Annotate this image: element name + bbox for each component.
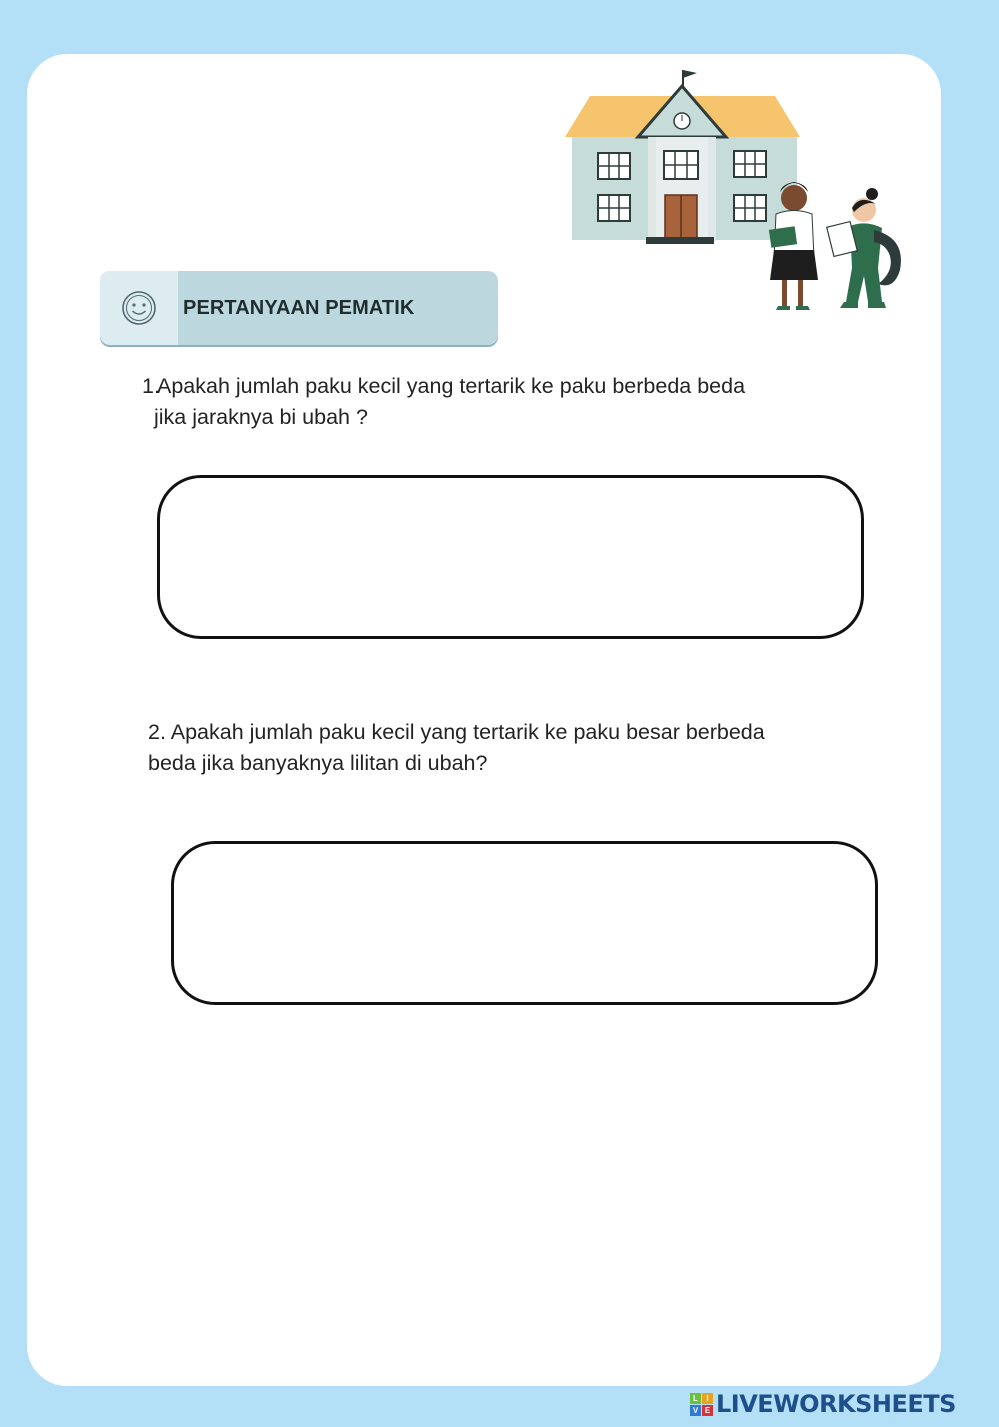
question-text-line: jika jaraknya bi ubah ? [154,405,368,429]
logo-letter: I [702,1393,713,1404]
liveworksheets-logo-icon [690,1393,713,1416]
question-1 [142,371,862,433]
question-text-line: Apakah jumlah paku kecil yang tertarik ke paku berbeda beda [157,374,746,398]
logo-letter: L [690,1393,701,1404]
answer-box-2[interactable] [171,841,878,1005]
header-icon-cell [100,271,178,345]
logo-letter: E [702,1405,713,1416]
question-2 [148,717,888,779]
brand-name: LIVEWORKSHEETS [716,1390,956,1418]
question-text-line: beda jika banyaknya lilitan di ubah? [148,751,488,775]
logo-letter: V [690,1405,701,1416]
question-number: 1. [142,374,160,398]
liveworksheets-brand[interactable] [690,1389,956,1419]
question-text-line: Apakah jumlah paku kecil yang tertarik ke paku besar berbeda [170,720,765,744]
question-number: 2. [148,720,166,744]
smiley-face-icon [121,290,157,326]
section-title: PERTANYAAN PEMATIK [183,297,415,319]
section-header [100,271,498,345]
answer-box-1[interactable] [157,475,864,639]
school-illustration [560,62,920,318]
